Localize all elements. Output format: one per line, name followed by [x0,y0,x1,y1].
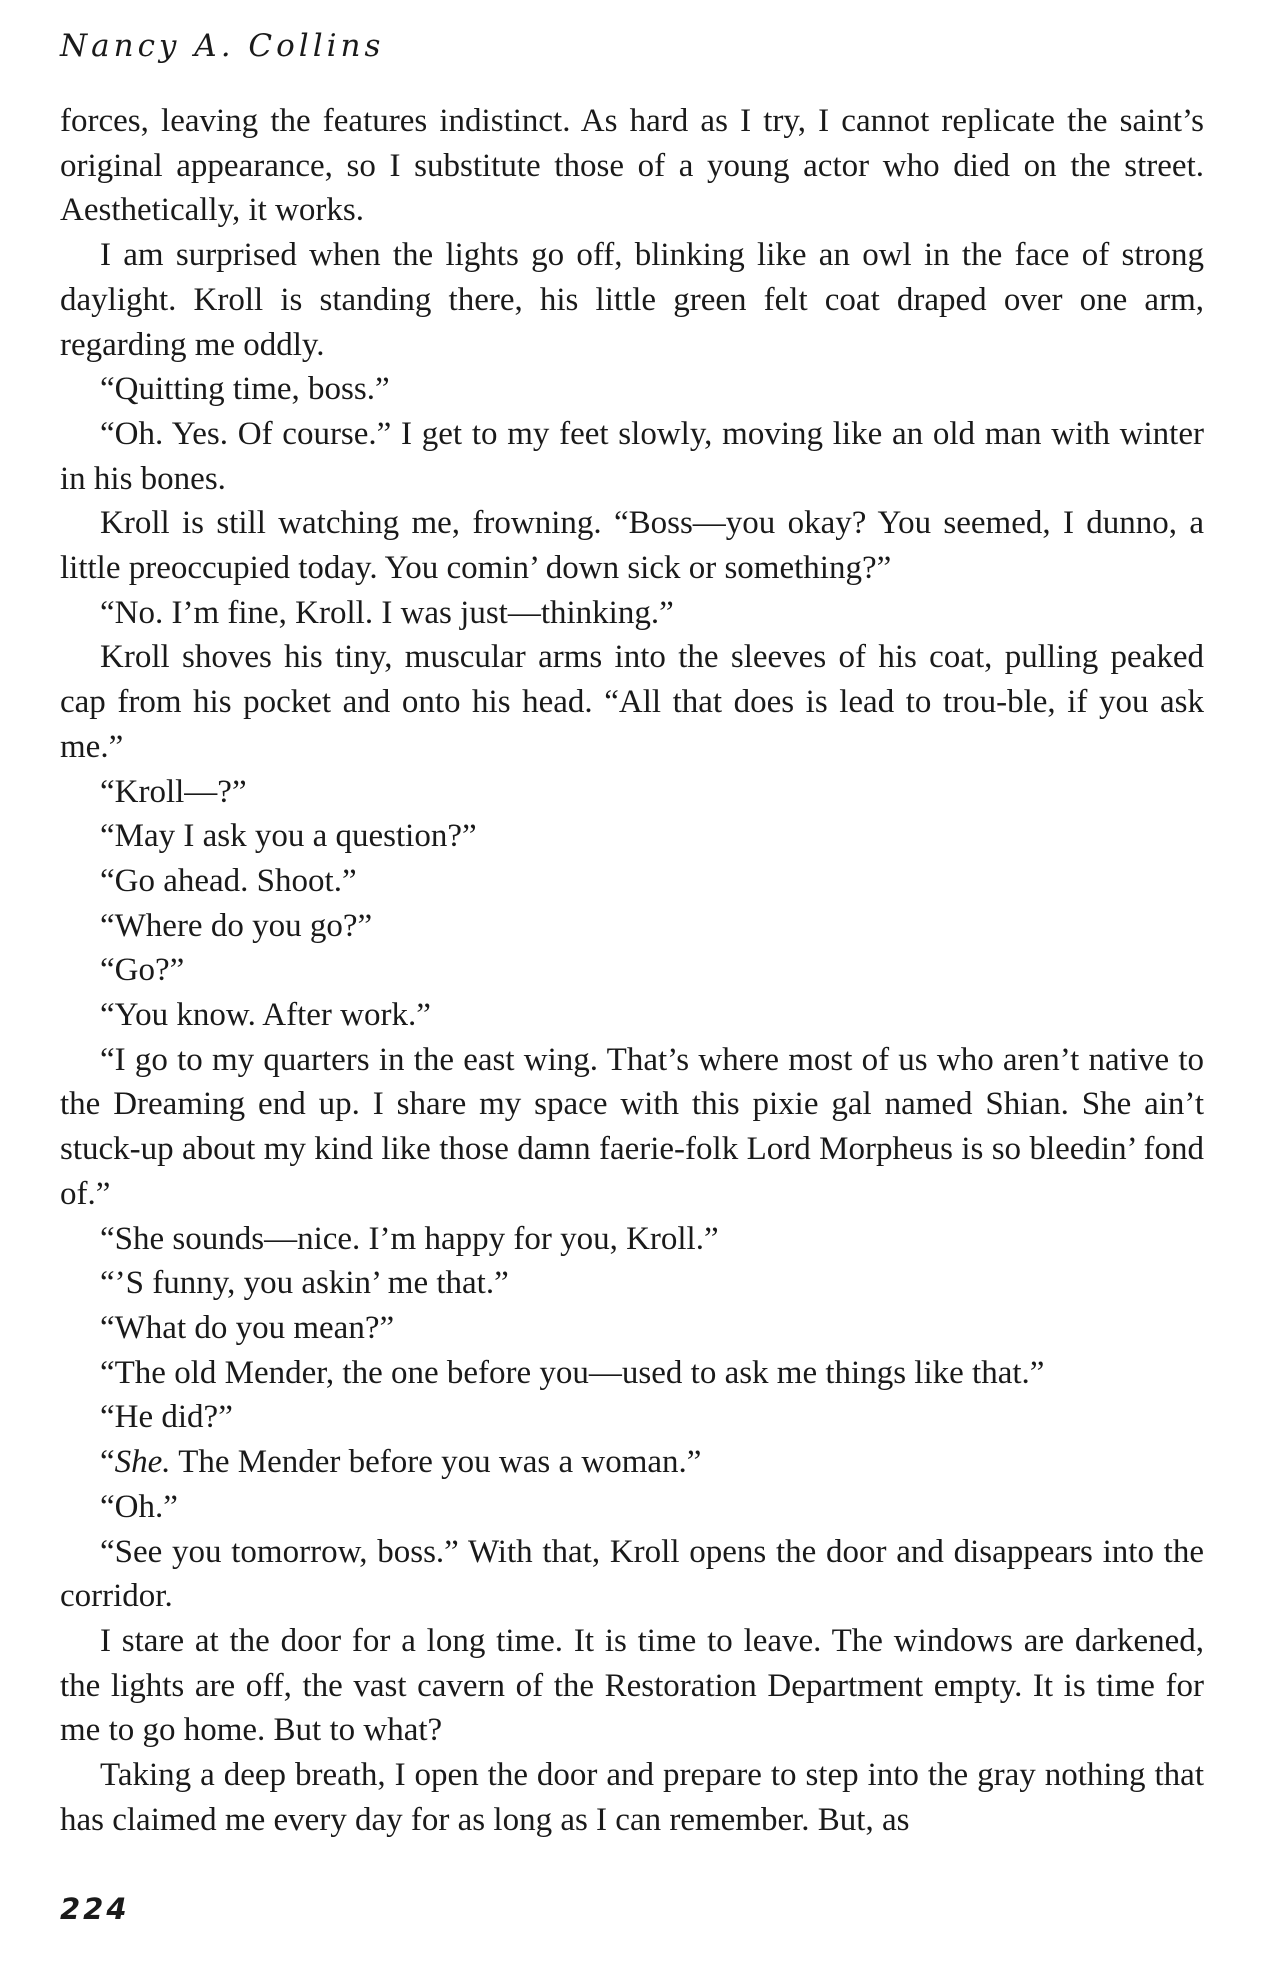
paragraph: “No. I’m fine, Kroll. I was just—thinking.” [100,594,674,631]
paragraph: “She. The Mender before you was a woman.” [100,1444,702,1481]
paragraph: “’S funny, you askin’ me that.” [100,1265,509,1302]
paragraph: “Kroll—?” [100,773,247,810]
running-head-author: Nancy A. Collins [60,28,385,64]
paragraph: “You know. After work.” [100,997,431,1034]
paragraph: “May I ask you a question?” [100,818,477,855]
page-number: 224 [60,1892,130,1926]
paragraph: “Go ahead. Shoot.” [100,862,357,899]
book-page [60,0,1204,1966]
paragraph: Kroll is still watching me, frowning. “Boss—you okay? You seemed, I dunno, a little preoccupied today. You comin’ down sick or something?” [60,505,1204,587]
paragraph: I stare at the door for a long time. It is time to leave. The windows are darkened, the lights are off, the vast cavern of the Restoration Department empty. It is time for me to go home. But to what? [60,1622,1204,1749]
paragraph: “The old Mender, the one before you—used to ask me things like that.” [100,1354,1045,1391]
paragraph: Taking a deep breath, I open the door and prepare to step into the gray nothing that has claimed me every day for as long as I can remember. But, as [60,1757,1204,1838]
body-text [60,99,1204,1842]
paragraph: I am surprised when the lights go off, blinking like an owl in the face of strong daylight. Kroll is standing there, his little green felt coat draped over one arm, regarding me oddly. [60,237,1204,363]
paragraph: “Quitting time, boss.” [100,371,390,408]
paragraph: “She sounds—nice. I’m happy for you, Kroll.” [100,1220,719,1257]
paragraph: “See you tomorrow, boss.” With that, Kroll opens the door and disappears into the corridor. [60,1533,1204,1615]
paragraph: “Where do you go?” [100,907,373,944]
paragraph: “He did?” [100,1399,233,1436]
paragraph: “What do you mean?” [100,1309,395,1346]
paragraph: “Go?” [100,952,185,989]
paragraph: “I go to my quarters in the east wing. That’s where most of us who aren’t native to the Dreaming end up. I share my space with this pixie gal named Shian. She ain’t stuck-up about my kind like those damn faerie-folk Lord Morpheus is so bleedin’ fond of.” [60,1041,1204,1212]
paragraph: Kroll shoves his tiny, muscular arms into the sleeves of his coat, pulling peaked cap from his pocket and onto his head. “All that does is lead to trou-ble, if you ask me.” [60,639,1204,765]
paragraph: “Oh.” [100,1488,178,1525]
paragraph: forces, leaving the features indistinct. As hard as I try, I cannot replicate the saint’s original appearance, so I substitute those of a young actor who died on the street. Aesthetically, it works. [60,103,1204,229]
emphasis: She. [114,1444,171,1481]
paragraph: “Oh. Yes. Of course.” I get to my feet slowly, moving like an old man with winter in his bones. [60,415,1204,497]
